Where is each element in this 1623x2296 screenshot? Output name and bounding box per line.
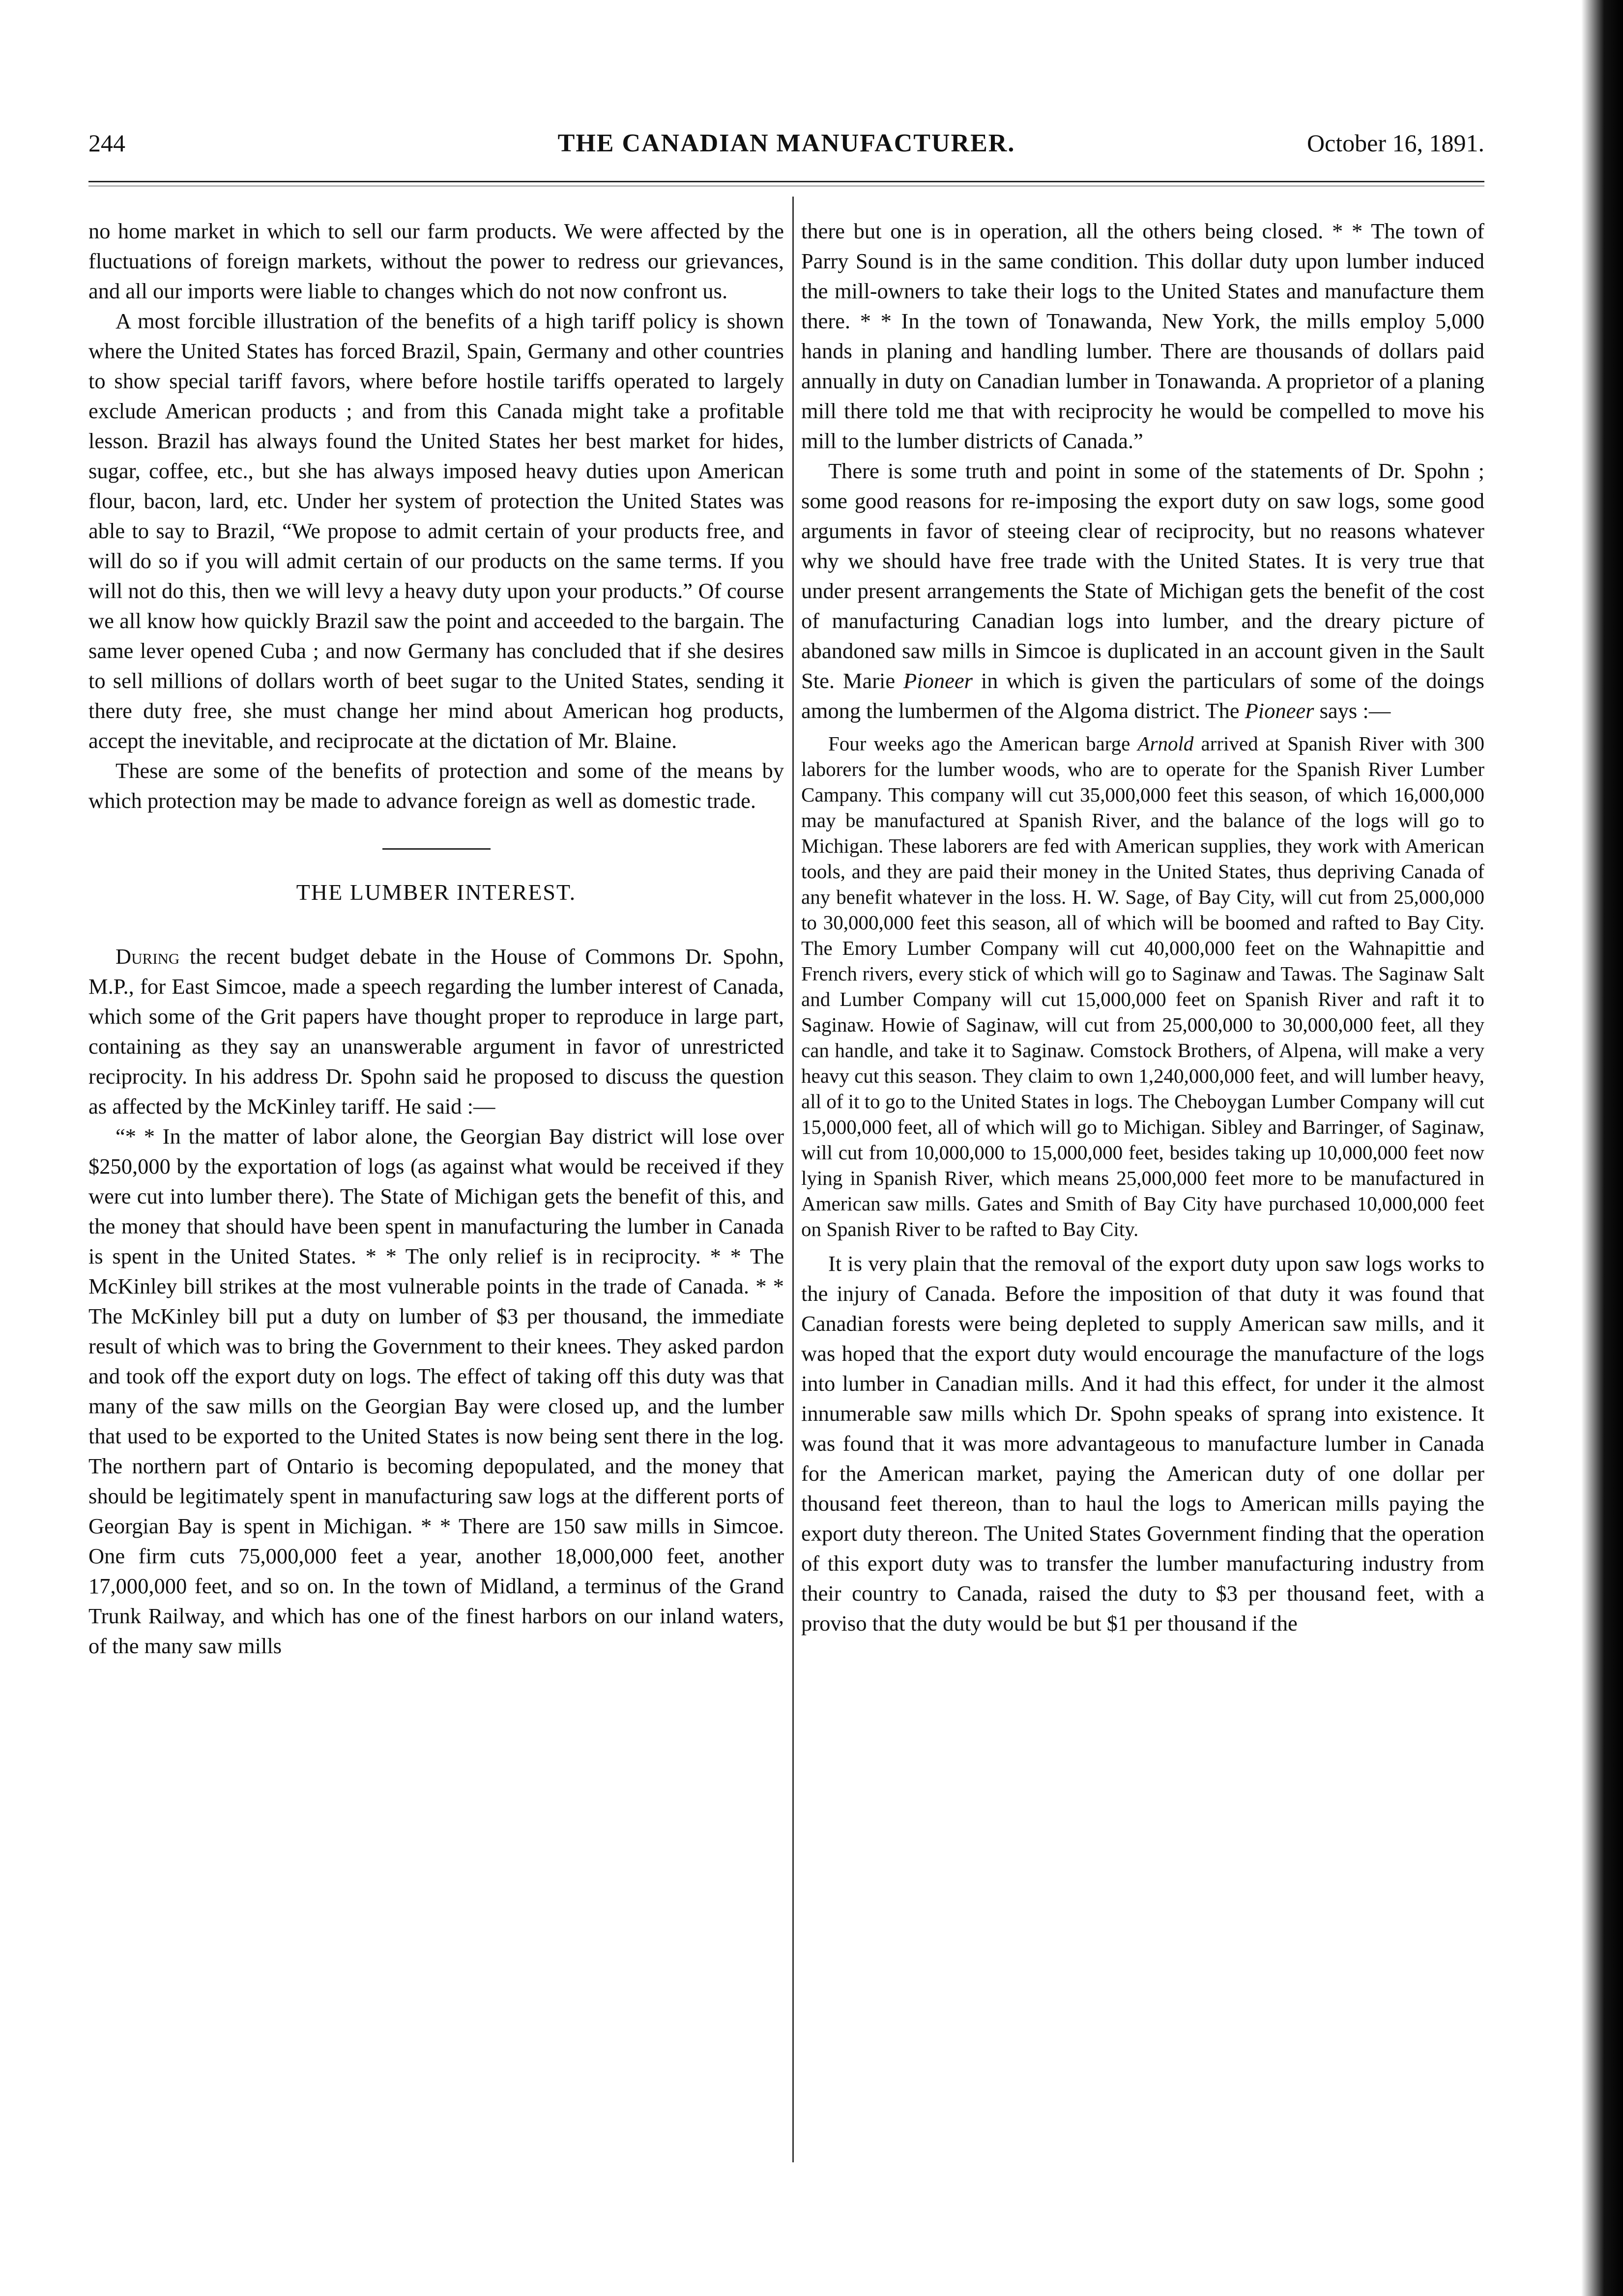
commentary-text: There is some truth and point in some of the statements of Dr. Spohn ; some good reasons for re-imposing the export duty on saw logs, some good arguments in favor of steeing clear of reciprocity, but no reasons whatever why we should have free trade with the United States. It is very true that under present arrangements the State of Michigan gets the benefit of the cost of manufacturing Canadian logs into lumber, and the dreary picture of abandoned saw mills in Simcoe is duplicated in an account given in the Sault Ste. Marie	[801, 459, 1484, 693]
commentary	[801, 456, 1484, 726]
commentary-text: says :—	[1314, 698, 1391, 723]
lumber-intro	[88, 942, 784, 1121]
pioneer-quote-text: Four weeks ago the American barge	[828, 732, 1138, 755]
lead-word: During	[116, 944, 180, 969]
scan-edge-shadow	[1581, 0, 1623, 2296]
paragraph: A most forcible illustration of the benefits of a high tariff policy is shown where the United States has forced Brazil, Spain, Germany and other countries to show special tariff favors, where before hostile tariffs operated to largely exclude American products ; and from this Canada might take a profitable lesson. Brazil has always found the United States her best market for hides, sugar, coffee, etc., but she has always imposed heavy duties upon American flour, bacon, lard, etc. Under her system of protection the United States was able to say to Brazil, “We propose to admit certain of your products free, and will do so if you will admit certain of our products on the same terms. If you will not do this, then we will levy a heavy duty upon your products.” Of course we all know how quickly Brazil saw the point and acceeded to the bargain. The same lever opened Cuba ; and now Germany has concluded that if she desires to sell millions of dollars worth of beet sugar to the United States, sending it there duty free, she must change her mind about American hog products, accept the inevitable, and reciprocate at the dictation of Mr. Blaine.	[88, 309, 784, 753]
masthead: THE CANADIAN MANUFACTURER.	[557, 129, 1015, 157]
header-rule	[88, 181, 1484, 182]
barge-name: Arnold	[1137, 732, 1194, 755]
spohn-quote-continued: there but one is in operation, all the others being closed. * * The town of Parry Sound is in the same condition. This dollar duty upon lumber induced the mill-owners to take their logs to the United States and manufacture them there. * * In the town of Tonawanda, New York, the mills employ 5,000 hands in planing and handling lumber. There are thousands of dollars paid annually in duty on Canadian lumber in Tonawanda. A proprietor of a planing mill there told me that with reciprocity he would be compelled to move his mill to the lumber districts of Canada.”	[801, 219, 1484, 453]
paragraph: It is very plain that the removal of the export duty upon saw logs works to the injury of Canada. Before the imposition of that duty it was found that Canadian forests were being depleted to supply American saw mills, and it was hoped that the export duty would encourage the manufacture of the logs into lumber in Canadian mills. And it had this effect, for under it the almost innumerable saw mills which Dr. Spohn speaks of sprang into existence. It was found that it was more advantageous to manufacture lumber in Canada for the American market, paying the American duty of one dollar per thousand feet thereon, than to haul the logs to American mills paying the export duty thereon. The United States Government finding that the operation of this export duty was to transfer the lumber manufacturing industry from their country to Canada, raised the duty to $3 per thousand feet, with a proviso that the duty would be but $1 per thousand if the	[801, 1251, 1484, 1636]
column-divider	[792, 197, 794, 2162]
pioneer-quote-text: arrived at Spanish River with 300 laborers for the lumber woods, who are to operate for the Spanish River Lumber Campany. This company will cut 35,000,000 feet this season, of which 16,000,000 may be manufactured at Spanish River, and the balance of the logs will go to Michigan. These laborers are fed with American supplies, they work with American tools, and they are paid their money in the United States, thus depriving Canada of any benefit whatever in the loss. H. W. Sage, of Bay City, will cut from 25,000,000 to 30,000,000 feet this season, all of which will be boomed and rafted to Bay City. The Emory Lumber Company will cut 40,000,000 feet on the Wahnapittie and French rivers, every stick of which will go to Saginaw and Tawas. The Saginaw Salt and Lumber Company will cut 15,000,000 feet on Spanish River and raft it to Saginaw. Howie of Saginaw, will cut from 25,000,000 to 30,000,000 feet, all they can handle, and take it to Saginaw. Comstock Brothers, of Alpena, will make a very heavy cut this season. They claim to own 1,240,000,000 feet, and will lumber heavy, all of it to go to the United States in logs. The Cheboygan Lumber Company will cut 15,000,000 feet, all of which will go to Michigan. Sibley and Barringer, of Saginaw, will cut from 10,000,000 to 15,000,000 feet, besides taking up 10,000,000 feet now lying in Spanish River, which means 25,000,000 feet more to be manufactured in American saw mills. Gates and Smith of Bay City have purchased 10,000,000 feet on Spanish River to be rafted to Bay City.	[801, 732, 1484, 1240]
newspaper-name: Pioneer	[903, 668, 973, 693]
section-divider	[382, 848, 491, 850]
newspaper-name: Pioneer	[1245, 698, 1314, 723]
page-number: 244	[88, 129, 125, 157]
issue-date: October 16, 1891.	[1306, 129, 1484, 157]
section-title: THE LUMBER INTEREST.	[296, 880, 577, 905]
left-column	[88, 216, 784, 1661]
right-column	[801, 216, 1484, 1638]
lumber-intro-text: the recent budget debate in the House of Commons Dr. Spohn, M.P., for East Simcoe, made a speech regarding the lumber interest of Canada, which some of the Grit papers have thought proper to reproduce in large part, containing as they say an unanswerable argument in favor of unrestricted reciprocity. In his address Dr. Spohn said he proposed to discuss the question as affected by the McKinley tariff. He said :—	[88, 944, 784, 1119]
pioneer-quote	[801, 731, 1484, 1242]
commentary-text: in which is given the particulars of some of the doings among the lumbermen of the Algoma district. The	[801, 668, 1484, 723]
paragraph: These are some of the benefits of protection and some of the means by which protection may be made to advance foreign as well as domestic trade.	[88, 758, 784, 813]
page-header	[88, 129, 1484, 168]
spohn-quote: “* * In the matter of labor alone, the Georgian Bay district will lose over $250,000 by the exportation of logs (as against what would be received if they were cut into lumber there). The State of Michigan gets the benefit of this, and the money that should have been spent in manufacturing the lumber in Canada is spent in the United States. * * The only relief is in reciprocity. * * The McKinley bill strikes at the most vulnerable points in the trade of Canada. * * The McKinley bill put a duty on lumber of $3 per thousand, the immediate result of which was to bring the Government to their knees. They asked pardon and took off the export duty on logs. The effect of taking off this duty was that many of the saw mills on the Georgian Bay were closed up, and the lumber that used to be exported to the United States is now being sent there in the log. The northern part of Ontario is becoming depopulated, and the money that should be legitimately spent in manufacturing saw logs at the different ports of Georgian Bay is spent in Michigan. * * There are 150 saw mills in Simcoe. One firm cuts 75,000,000 feet a year, another 18,000,000 feet, another 17,000,000 feet, and so on. In the town of Midland, a terminus of the Grand Trunk Railway, and which has one of the finest harbors on our inland waters, of the many saw mills	[88, 1124, 784, 1658]
paragraph: no home market in which to sell our farm products. We were affected by the fluctuations of foreign markets, without the power to redress our grievances, and all our imports were liable to changes which do not now confront us.	[88, 219, 784, 303]
